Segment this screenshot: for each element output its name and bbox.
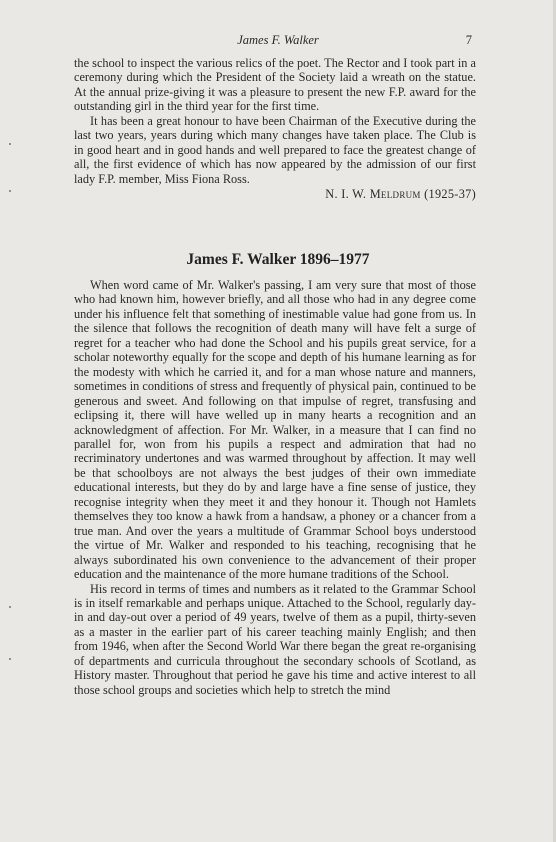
scan-speck	[9, 658, 11, 660]
signature-name: Meldrum	[369, 187, 421, 202]
paragraph: It has been a great honour to have been Chairman of the Executive during the last two years, years during which many changes have taken place. The Club is in good heart and in good hands and well prepared to face the greatest change of all, the first evidence of which has now appeared by the admission of our first lady F.P. member, Miss Fiona Ross.	[74, 113, 476, 186]
running-header	[0, 33, 556, 49]
paragraph: His record in terms of times and numbers as it related to the Grammar School is in itself remarkable and perhaps unique. Attached to the School, regularly day-in and day-out over a period of 49 years, twelve of them as a pupil, thirty-seven as a master in the earlier part of his career teaching mainly English; and then from 1946, when after the Second World War there began the great re-organising of departments and curricula throughout the secondary schools of Scotland, as History master. Throughout that period he gave his time and active interest to all those school groups and societies which help to stretch the mind	[74, 581, 476, 697]
article-heading: James F. Walker 1896–1977	[186, 251, 370, 268]
paragraph: the school to inspect the various relics of the poet. The Rector and I took part in a ceremony during which the President of the Society laid a wreath on the statue. At the annual prize-giving it was a pleasure to present the new F.P. award for the outstanding girl in the third year for the first time.	[74, 56, 476, 114]
paragraph: When word came of Mr. Walker's passing, I am very sure that most of those who had known him, however briefly, and all those who had in any degree come under his influence felt that something of inestimable value had gone from us. In the silence that follows the recognition of death many will have felt a surge of regret for a teacher who had done the School and his pupils great service, for a scholar noteworthy equally for the scope and depth of his humane learning as for the modesty with which he carried it, and for a man whose nature and manners, sometimes in conditions of stress and frequently of physical pain, continued to be generous and sweet. And following on that impulse of regret, transfusing and eclipsing it, there will have welled up in many hearts a recognition and an acknowledgment of affection. For Mr. Walker, in a measure that I can find no parallel for, won from his pupils a respect and admiration that had no recriminatory undertones and was warmed throughout by affection. It may well be that schoolboys are not always the best judges of their own immediate educational interests, but they do by and large have a fine sense of justice, they recognise integrity when they meet it and they honour it. Though not Hamlets themselves they too know a hawk from a handsaw, a phoney or a chancer from a true man. And over the years a multitude of Grammar School boys understood the virtue of Mr. Walker and responded to his teaching, recognising that he always subordinated his own convenience to the advancement of their proper education and the maintenance of the more humane traditions of the School.	[74, 278, 476, 582]
scan-speck	[9, 190, 11, 192]
running-title: James F. Walker	[237, 33, 319, 47]
scan-speck	[9, 606, 11, 608]
signature-years: (1925-37)	[424, 187, 476, 202]
article-body	[74, 278, 476, 697]
author-signature	[74, 187, 476, 201]
signature-initials: N. I. W.	[325, 187, 367, 202]
scan-speck	[9, 143, 11, 145]
page-number: 7	[465, 33, 472, 47]
previous-article-ending	[74, 56, 476, 202]
